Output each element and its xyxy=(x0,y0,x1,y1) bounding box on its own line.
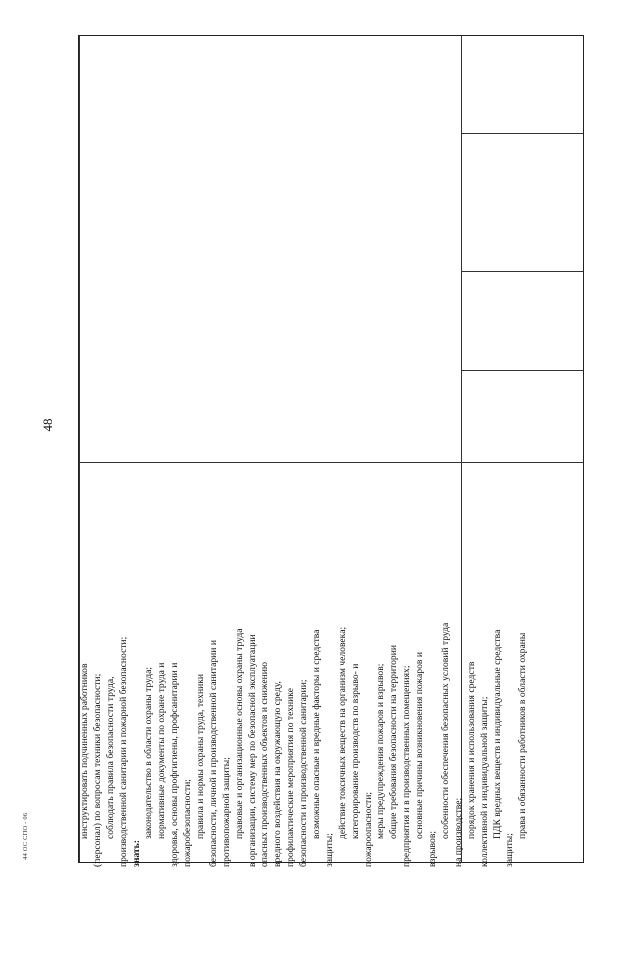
text-line: знать: xyxy=(130,840,142,867)
text-line: на производстве; xyxy=(452,797,464,867)
text-line: правовые и организационные основы охраны труда xyxy=(233,628,245,839)
text-line: безопасности, личной и производственной санитарии и xyxy=(207,640,219,867)
text-column xyxy=(79,622,529,967)
text-line: предприятия и в производственных помещениях; xyxy=(401,665,413,867)
row-divider xyxy=(461,370,583,371)
text-line: правила и нормы охраны труда, техники xyxy=(195,673,207,839)
text-line: защиты; xyxy=(504,833,516,867)
text-line: производственной санитарии и пожарной безопасности; xyxy=(117,636,129,867)
text-line: инструктировать подчиненных работников xyxy=(79,663,90,839)
text-line: основные причины возникновения пожаров и xyxy=(414,652,426,839)
row-divider xyxy=(461,133,583,134)
text-line: нормативные документы по охране труда и xyxy=(156,662,168,839)
text-line: вредного воздействия на окружающую среду, xyxy=(272,681,284,867)
text-line: общие требования безопасности на территории xyxy=(388,644,400,839)
text-line: действие токсичных веществ на организм человека; xyxy=(336,626,348,839)
text-line: порядок хранения и использования средств xyxy=(465,661,477,839)
text-line: защиты; xyxy=(323,833,335,867)
text-line: пожароопасности; xyxy=(362,791,374,867)
page-number: 48 xyxy=(40,418,55,432)
text-line: безопасности и производственной санитарии; xyxy=(298,679,310,867)
text-line: профилактические мероприятия по технике xyxy=(285,688,297,867)
footer-document-code: 44 ОС СПО - 06 xyxy=(22,812,29,860)
text-line: меры предупреждения пожаров и взрывов; xyxy=(375,663,387,839)
text-block xyxy=(79,492,530,867)
row-divider xyxy=(461,271,583,272)
text-line: права и обязанности работников в области охраны xyxy=(517,632,529,839)
text-line: законодательство в области охраны труда; xyxy=(143,666,155,839)
text-line: опасных производственных объектов и снижению xyxy=(259,661,271,867)
text-line: ПДК вредных веществ и индивидуальные средства xyxy=(491,629,503,839)
text-line: категорирование производств по взрыво- и xyxy=(349,663,361,839)
text-line: особенности обеспечения безопасных условий труда xyxy=(439,622,451,839)
text-line: здоровья, основы профгигиены, профсанитарии и xyxy=(169,662,181,867)
text-line: взрывов; xyxy=(427,830,439,867)
text-line: пожаробезопасности; xyxy=(182,779,194,867)
section-divider xyxy=(79,462,583,463)
text-line: в организации, систему мер по безопасной эксплуатации xyxy=(246,634,258,867)
text-line: соблюдать правила безопасности труда, xyxy=(104,676,116,839)
text-line: возможные опасные и вредные факторы и средства xyxy=(311,629,323,839)
text-line: (персонал) по вопросам техники безопасности; xyxy=(91,673,103,867)
text-line: противопожарной защиты; xyxy=(220,757,232,867)
text-line: коллективной и индивидуальной защиты; xyxy=(478,696,490,867)
